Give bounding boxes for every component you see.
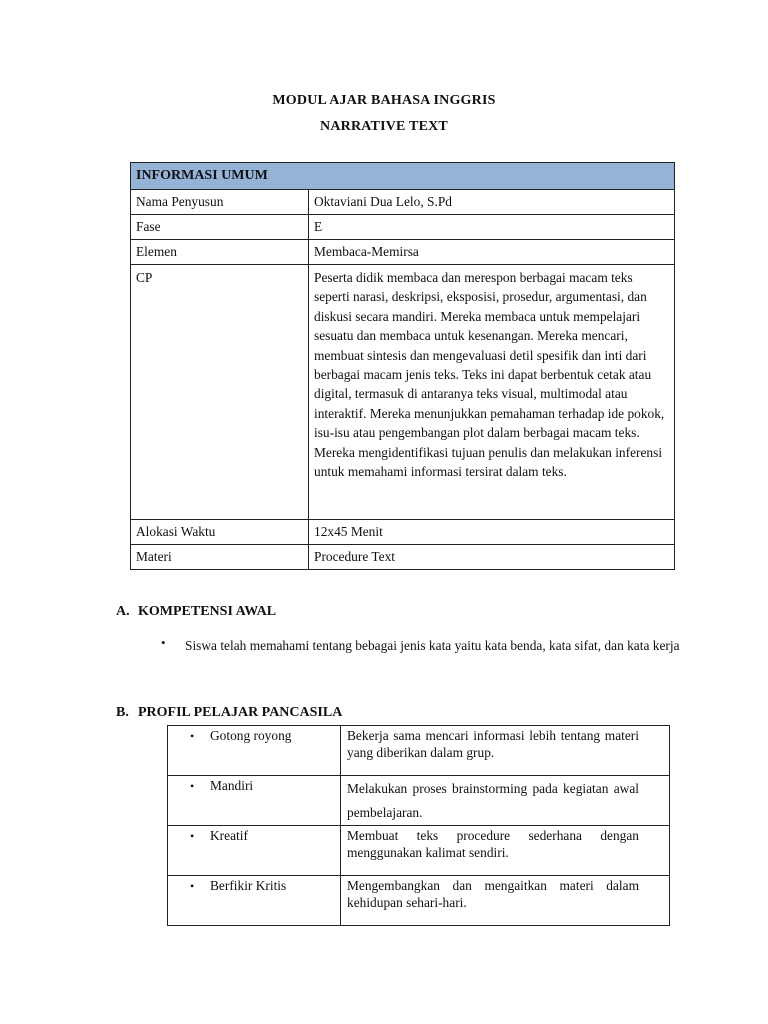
document-title: MODUL AJAR BAHASA INGGRIS: [272, 93, 496, 108]
profil-desc: Melakukan proses brainstorming pada kegiatan awal pembelajaran.: [341, 776, 670, 826]
row-label-alokasi-waktu: Alokasi Waktu: [131, 520, 309, 545]
table-row: [168, 726, 670, 776]
info-table: [130, 162, 675, 570]
table-row: [131, 215, 675, 240]
bullet-icon: •: [190, 779, 195, 793]
bullet-icon: •: [190, 879, 195, 893]
profil-name-cell: [168, 776, 341, 826]
row-value-nama-penyusun: Oktaviani Dua Lelo, S.Pd: [309, 190, 675, 215]
row-value-materi: Procedure Text: [309, 545, 675, 570]
table-row: [168, 876, 670, 926]
row-label-elemen: Elemen: [131, 240, 309, 265]
profil-name: Gotong royong: [210, 728, 292, 743]
profil-desc: Membuat teks procedure sederhana dengan menggunakan kalimat sendiri.: [341, 826, 670, 876]
table-row: [131, 520, 675, 545]
section-b-heading: [116, 705, 342, 721]
profil-desc: Bekerja sama mencari informasi lebih tentang materi yang diberikan dalam grup.: [341, 726, 670, 776]
section-a-letter: A.: [116, 604, 130, 619]
row-value-fase: E: [309, 215, 675, 240]
info-table-header-row: [131, 163, 675, 190]
section-a-bullet-text: Siswa telah memahami tentang bebagai jenis kata yaitu kata benda, kata sifat, dan kata kerja: [185, 638, 680, 653]
table-row: [168, 776, 670, 826]
profil-name-cell: [168, 876, 341, 926]
section-b-title: PROFIL PELAJAR PANCASILA: [138, 705, 343, 720]
row-value-alokasi-waktu: 12x45 Menit: [309, 520, 675, 545]
profil-name-cell: [168, 726, 341, 776]
document-subtitle: NARRATIVE TEXT: [320, 119, 448, 134]
row-label-materi: Materi: [131, 545, 309, 570]
info-table-header: INFORMASI UMUM: [131, 163, 675, 190]
bullet-icon: •: [161, 635, 166, 650]
profil-table: [167, 725, 670, 926]
profil-name: Kreatif: [210, 828, 248, 843]
row-label-fase: Fase: [131, 215, 309, 240]
section-b-letter: B.: [116, 705, 129, 720]
table-row: [131, 190, 675, 215]
table-row: [168, 826, 670, 876]
row-label-cp: CP: [131, 265, 309, 520]
profil-desc: Mengembangkan dan mengaitkan materi dalam kehidupan sehari-hari.: [341, 876, 670, 926]
profil-name-cell: [168, 826, 341, 876]
row-value-cp: Peserta didik membaca dan merespon berbagai macam teks seperti narasi, deskripsi, eksposisi, prosedur, argumentasi, dan diskusi secara mandiri. Mereka membaca untuk mempelajari sesuatu dan membaca untuk kesenangan. Mereka mencari, membuat sintesis dan mengevaluasi detil spesifik dan inti dari berbagai macam jenis teks. Teks ini dapat berbentuk cetak atau digital, termasuk di antaranya teks visual, multimodal atau interaktif. Mereka menunjukkan pemahaman terhadap ide pokok, isu-isu atau pengembangan plot dalam berbagai macam teks. Mereka mengidentifikasi tujuan penulis dan melakukan inferensi untuk memahami informasi tersirat dalam teks.: [309, 265, 675, 520]
section-a-title: KOMPETENSI AWAL: [138, 604, 277, 619]
section-a-heading: [116, 604, 276, 620]
table-row: [131, 545, 675, 570]
table-row: [131, 240, 675, 265]
row-value-elemen: Membaca-Memirsa: [309, 240, 675, 265]
profil-name: Berfikir Kritis: [210, 878, 287, 893]
bullet-icon: •: [190, 729, 195, 743]
bullet-icon: •: [190, 829, 195, 843]
table-row: [131, 265, 675, 520]
row-label-nama-penyusun: Nama Penyusun: [131, 190, 309, 215]
profil-name: Mandiri: [210, 778, 254, 793]
